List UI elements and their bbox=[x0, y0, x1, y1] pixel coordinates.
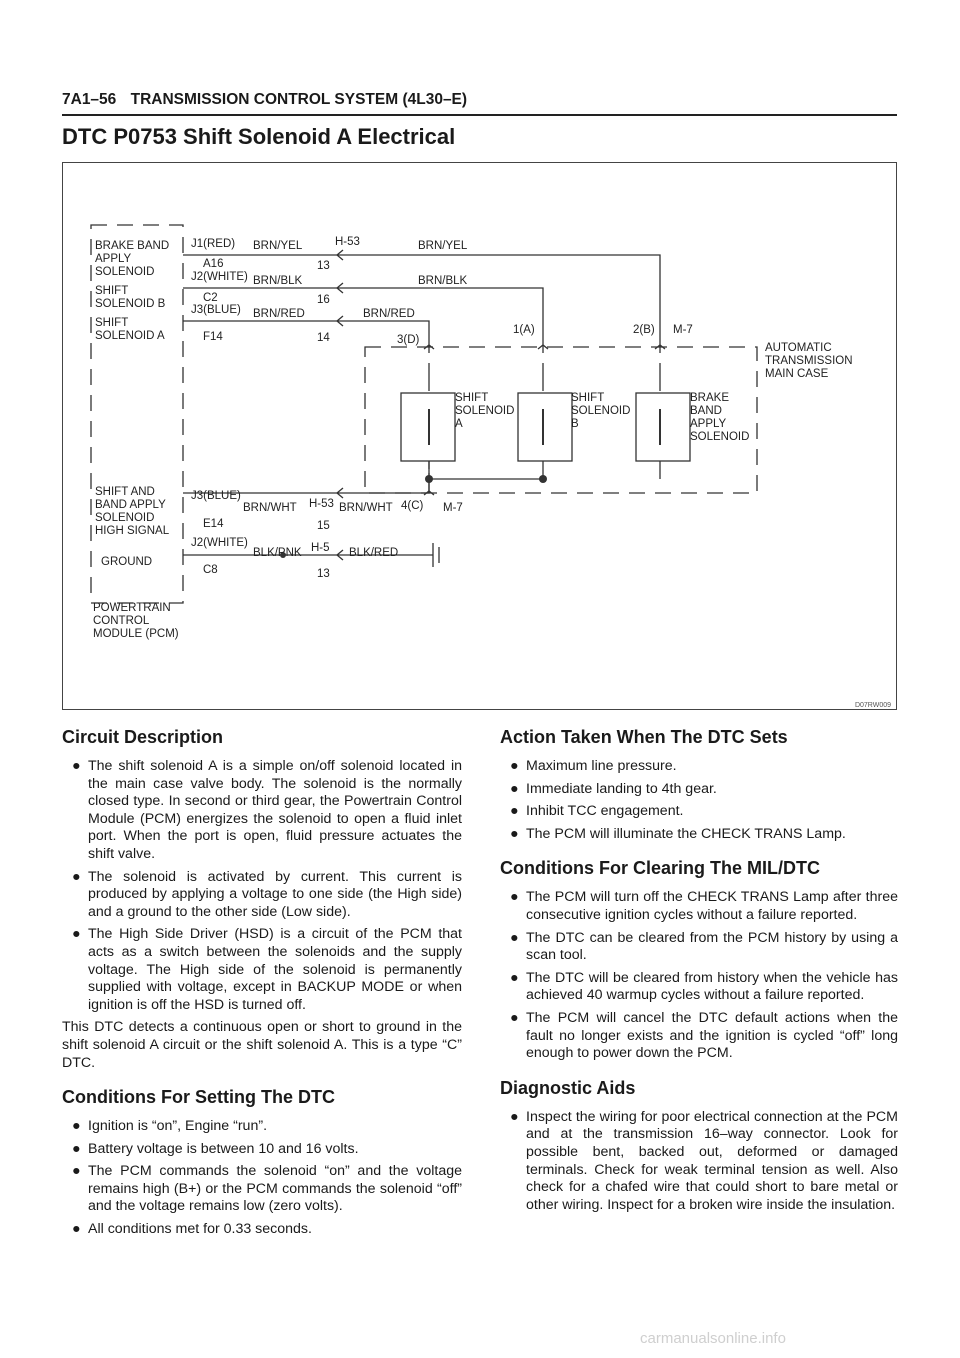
pcm-label: GROUND bbox=[101, 556, 153, 568]
bullet-text: Maximum line pressure. bbox=[526, 758, 677, 774]
paragraph: This DTC detects a continuous open or short to ground in the shift solenoid A circuit or the shift solenoid A. This is a type “C” DTC. bbox=[62, 1019, 462, 1071]
bullet-item bbox=[62, 1163, 462, 1216]
trans-pin-label: M-7 bbox=[673, 324, 693, 336]
bullet-item bbox=[500, 1109, 898, 1215]
trans-pin-label: 1(A) bbox=[513, 324, 535, 336]
page-number: 7A1–56 bbox=[62, 91, 117, 108]
pcm-label: SOLENOID bbox=[95, 512, 155, 524]
wire-label: BRN/YEL bbox=[418, 240, 468, 252]
section-heading: Diagnostic Aids bbox=[500, 1077, 636, 1098]
trans-pin-label: 4(C) bbox=[401, 500, 424, 512]
bullet-icon: ● bbox=[510, 929, 519, 946]
connector-label: J2(WHITE) bbox=[191, 271, 248, 283]
bullet-item bbox=[500, 803, 898, 821]
pcm-label: BAND APPLY bbox=[95, 499, 166, 511]
connector-label: J1(RED) bbox=[191, 238, 236, 250]
header-rule bbox=[62, 114, 897, 116]
pcm-name: CONTROL bbox=[93, 615, 150, 627]
pin-label: 15 bbox=[317, 520, 330, 532]
solenoid-a-label: SHIFT bbox=[455, 392, 489, 404]
bullet-item bbox=[62, 1118, 462, 1136]
bullet-text: The High Side Driver (HSD) is a circuit of the PCM that acts as a switch between the solenoids and the supply voltage. The High side of the solenoid is permanently supplied with voltage, except in BACKUP MODE or when ignition is off the HSD is turned off. bbox=[88, 926, 462, 1013]
bullet-text: Inspect the wiring for poor electrical connection at the PCM and at the transmission 16–way connector. Look for possible bent, backed out, deformed or damaged terminals. Check for weak terminal tension as well. Also check for a chafed wire that could short to bare metal or other wiring. Inspect for a broken wire inside the insulation. bbox=[526, 1108, 898, 1213]
right-column bbox=[500, 726, 898, 1228]
pin-label: 13 bbox=[317, 260, 330, 272]
left-column bbox=[62, 726, 462, 1253]
section-heading: Circuit Description bbox=[62, 727, 224, 747]
trans-pin-label: M-7 bbox=[443, 502, 463, 514]
pcm-label: APPLY bbox=[95, 253, 132, 265]
wire-label: BRN/WHT bbox=[339, 502, 393, 514]
solenoid-a-label: SOLENOID bbox=[455, 405, 515, 417]
action-taken-section bbox=[500, 726, 898, 843]
bullet-icon: ● bbox=[72, 1221, 81, 1238]
brake-band-solenoid-label: BRAKE bbox=[690, 392, 729, 404]
bullet-item bbox=[62, 1221, 462, 1239]
bullet-icon: ● bbox=[72, 758, 81, 774]
bullet-text: The PCM commands the solenoid “on” and the voltage remains high (B+) or the PCM commands the solenoid “off” and the voltage remains low (zero volts). bbox=[88, 1163, 462, 1215]
section-heading: Action Taken When The DTC Sets bbox=[500, 727, 788, 747]
pcm-label: SOLENOID bbox=[95, 266, 155, 278]
bullet-text: The PCM will cancel the DTC default actions when the fault no longer exists and the ignition is cycled “off” long enough to power down the PCM. bbox=[526, 1009, 898, 1062]
bullet-icon: ● bbox=[510, 1108, 519, 1125]
bullet-icon: ● bbox=[510, 825, 519, 842]
connector-label: A16 bbox=[203, 258, 224, 270]
section-heading: Conditions For Setting The DTC bbox=[62, 1087, 335, 1108]
bullet-text: Immediate landing to 4th gear. bbox=[526, 780, 717, 797]
bullet-text: The DTC can be cleared from the PCM history by using a scan tool. bbox=[526, 929, 898, 964]
connector-label: E14 bbox=[203, 518, 224, 530]
bullet-item bbox=[500, 781, 898, 799]
bullet-text: The shift solenoid A is a simple on/off solenoid located in the main case valve body. The solenoid is the normally closed type. In second or third gear, the Powertrain Control Module (PCM) energizes the solenoid to open a fluid inlet port. When the port is open, fluid pressure actuates the shift valve. bbox=[88, 758, 462, 862]
trans-pin-label: 2(B) bbox=[633, 324, 655, 336]
bullet-icon: ● bbox=[510, 889, 519, 906]
bullet-text: All conditions met for 0.33 seconds. bbox=[88, 1221, 312, 1238]
solenoid-b-label: SHIFT bbox=[571, 392, 605, 404]
bullet-icon: ● bbox=[72, 1140, 81, 1157]
bullet-item bbox=[500, 826, 898, 844]
bullet-icon: ● bbox=[510, 1009, 519, 1026]
watermark: carmanualsonline.info bbox=[640, 1330, 786, 1347]
bullet-icon: ● bbox=[72, 868, 81, 885]
bullet-item bbox=[62, 1141, 462, 1159]
bullet-item bbox=[62, 926, 462, 1014]
bullet-icon: ● bbox=[72, 926, 81, 943]
pcm-label: SHIFT bbox=[95, 317, 129, 329]
wiring-diagram bbox=[62, 162, 897, 710]
brake-band-solenoid-label: SOLENOID bbox=[690, 431, 750, 443]
bullet-item bbox=[500, 930, 898, 965]
conditions-setting-section bbox=[62, 1086, 462, 1239]
bullet-item bbox=[500, 889, 898, 924]
pin-label: H-53 bbox=[309, 498, 334, 510]
connector-label: F14 bbox=[203, 331, 223, 343]
bullet-text: Battery voltage is between 10 and 16 volts. bbox=[88, 1140, 359, 1157]
circuit-description-section bbox=[62, 726, 462, 1072]
trans-pin-label: 3(D) bbox=[397, 334, 420, 346]
pcm-label: SOLENOID B bbox=[95, 298, 166, 310]
pcm-name: MODULE (PCM) bbox=[93, 628, 179, 640]
page-header bbox=[62, 91, 477, 109]
figure-code: D07RW009 bbox=[854, 702, 891, 709]
pin-label: 13 bbox=[317, 568, 330, 580]
solenoid-b-label: SOLENOID bbox=[571, 405, 631, 417]
bullet-icon: ● bbox=[510, 969, 519, 986]
solenoid-a-label: A bbox=[455, 418, 463, 430]
wire-label: BRN/BLK bbox=[253, 275, 303, 287]
pcm-label: HIGH SIGNAL bbox=[95, 525, 170, 537]
bullet-item bbox=[500, 758, 898, 776]
bullet-text: The PCM will illuminate the CHECK TRANS Lamp. bbox=[526, 825, 846, 842]
bullet-item bbox=[500, 970, 898, 1005]
bullet-text: The DTC will be cleared from history when the vehicle has achieved 40 warmup cycles without a failure reported. bbox=[526, 969, 898, 1004]
pcm-label: SHIFT bbox=[95, 285, 129, 297]
diagnostic-aids-section bbox=[500, 1077, 898, 1215]
bullet-icon: ● bbox=[72, 1163, 81, 1180]
conditions-clearing-section bbox=[500, 857, 898, 1062]
pin-label: 14 bbox=[317, 332, 330, 344]
wire-label: BRN/YEL bbox=[253, 240, 303, 252]
bullet-item bbox=[62, 758, 462, 864]
section-title: TRANSMISSION CONTROL SYSTEM (4L30–E) bbox=[130, 91, 468, 108]
pin-label: H-5 bbox=[311, 542, 330, 554]
solenoid-b-label: B bbox=[571, 418, 579, 430]
wire-label: BRN/WHT bbox=[243, 502, 297, 514]
bullet-icon: ● bbox=[72, 1118, 81, 1135]
connector-label: J3(BLUE) bbox=[191, 304, 241, 316]
connector-label: J2(WHITE) bbox=[191, 537, 248, 549]
wire-label: BRN/BLK bbox=[418, 275, 468, 287]
section-heading: Conditions For Clearing The MIL/DTC bbox=[500, 858, 820, 879]
bullet-icon: ● bbox=[510, 803, 519, 820]
wire-label: BRN/RED bbox=[253, 308, 305, 320]
case-label: MAIN CASE bbox=[765, 368, 829, 380]
wire-label: BLK/RED bbox=[349, 547, 399, 559]
pin-label: H-53 bbox=[335, 236, 360, 248]
bullet-text: The solenoid is activated by current. This current is produced by applying a voltage to one side (the High side) and a ground to the other side (Low side). bbox=[88, 868, 462, 920]
bullet-item bbox=[500, 1010, 898, 1063]
bullet-text: Inhibit TCC engagement. bbox=[526, 803, 684, 820]
pcm-label: BRAKE BAND bbox=[95, 240, 170, 252]
bullet-icon: ● bbox=[510, 758, 519, 774]
bullet-text: The PCM will turn off the CHECK TRANS Lamp after three consecutive ignition cycles without a failure reported. bbox=[526, 889, 898, 923]
brake-band-solenoid-label: BAND bbox=[690, 405, 722, 417]
connector-label: C8 bbox=[203, 564, 218, 576]
connector-label: C2 bbox=[203, 292, 218, 304]
wire-label: BRN/RED bbox=[363, 308, 415, 320]
pcm-label: SHIFT AND bbox=[95, 486, 155, 498]
brake-band-solenoid-label: APPLY bbox=[690, 418, 727, 430]
connector-label: J3(BLUE) bbox=[191, 490, 241, 502]
case-label: AUTOMATIC bbox=[765, 342, 832, 354]
bullet-text: Ignition is “on”, Engine “run”. bbox=[88, 1118, 268, 1135]
page-title: DTC P0753 Shift Solenoid A Electrical bbox=[62, 124, 456, 149]
pin-label: 16 bbox=[317, 294, 330, 306]
bullet-item bbox=[62, 869, 462, 922]
wire-label: BLK/PNK bbox=[253, 547, 302, 559]
wiring-diagram-svg bbox=[63, 163, 898, 711]
case-label: TRANSMISSION bbox=[765, 355, 853, 367]
bullet-icon: ● bbox=[510, 780, 519, 797]
pcm-label: SOLENOID A bbox=[95, 330, 165, 342]
pcm-name: POWERTRAIN bbox=[93, 602, 171, 614]
